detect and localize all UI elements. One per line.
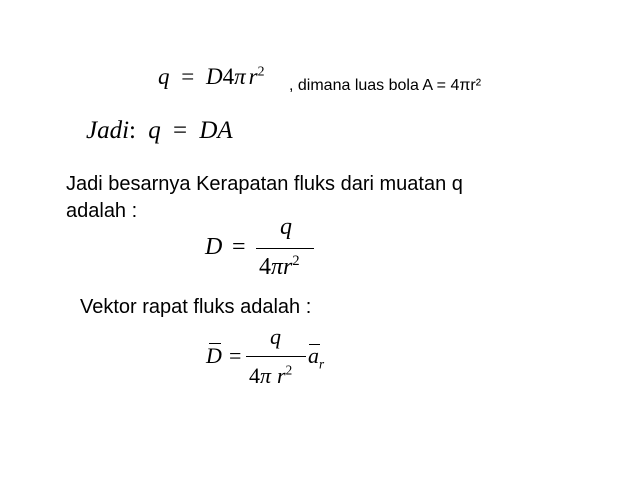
eq1-D: D (205, 64, 223, 89)
sphere-area-note: , dimana luas bola A = 4πr² (289, 77, 482, 94)
eq4-fraction-bar (246, 356, 306, 357)
eq4-exponent: 2 (285, 362, 293, 378)
eq3-denominator (259, 254, 300, 281)
eq4-pi: π (260, 363, 272, 388)
eq3-exponent: 2 (292, 253, 300, 269)
eq4-unit-vector (308, 343, 325, 372)
paragraph-line-1: Jadi besarnya Kerapatan fluks dari muatan q (66, 173, 463, 195)
eq4-four: 4 (249, 363, 260, 388)
eq2-colon: : (129, 117, 136, 144)
equation-flux-total (158, 64, 265, 90)
eq3-four: 4 (259, 254, 271, 280)
eq4-a: a (308, 343, 319, 368)
eq2-equals: = (173, 117, 188, 144)
eq1-equals: = (181, 64, 195, 89)
eq4-denominator (249, 363, 292, 389)
eq3-numerator-q: q (280, 214, 292, 240)
eq3-pi: π (271, 254, 284, 280)
eq1-four: 4 (222, 64, 235, 89)
eq4-D: D (206, 343, 222, 368)
eq1-pi: π (234, 64, 246, 89)
vector-flux-text: Vektor rapat fluks adalah : (80, 296, 312, 318)
eq3-fraction-bar (256, 248, 314, 249)
eq4-numerator-q: q (270, 324, 281, 349)
eq1-r: r (248, 64, 258, 89)
eq2-jadi: Jadi (86, 117, 130, 144)
eq1-exponent: 2 (257, 63, 265, 79)
eq3-equals: = (232, 234, 246, 260)
eq3-D: D (205, 234, 223, 260)
eq3-r: r (283, 254, 293, 280)
eq2-q: q (148, 117, 161, 144)
eq4-equals: = (229, 343, 242, 368)
eq4-r: r (277, 363, 286, 388)
eq1-q: q (158, 64, 170, 89)
eq4-subscript-r: r (319, 356, 325, 372)
paragraph-line-2: adalah : (66, 200, 138, 222)
equation-jadi (86, 117, 233, 145)
eq2-DA: DA (199, 117, 233, 144)
